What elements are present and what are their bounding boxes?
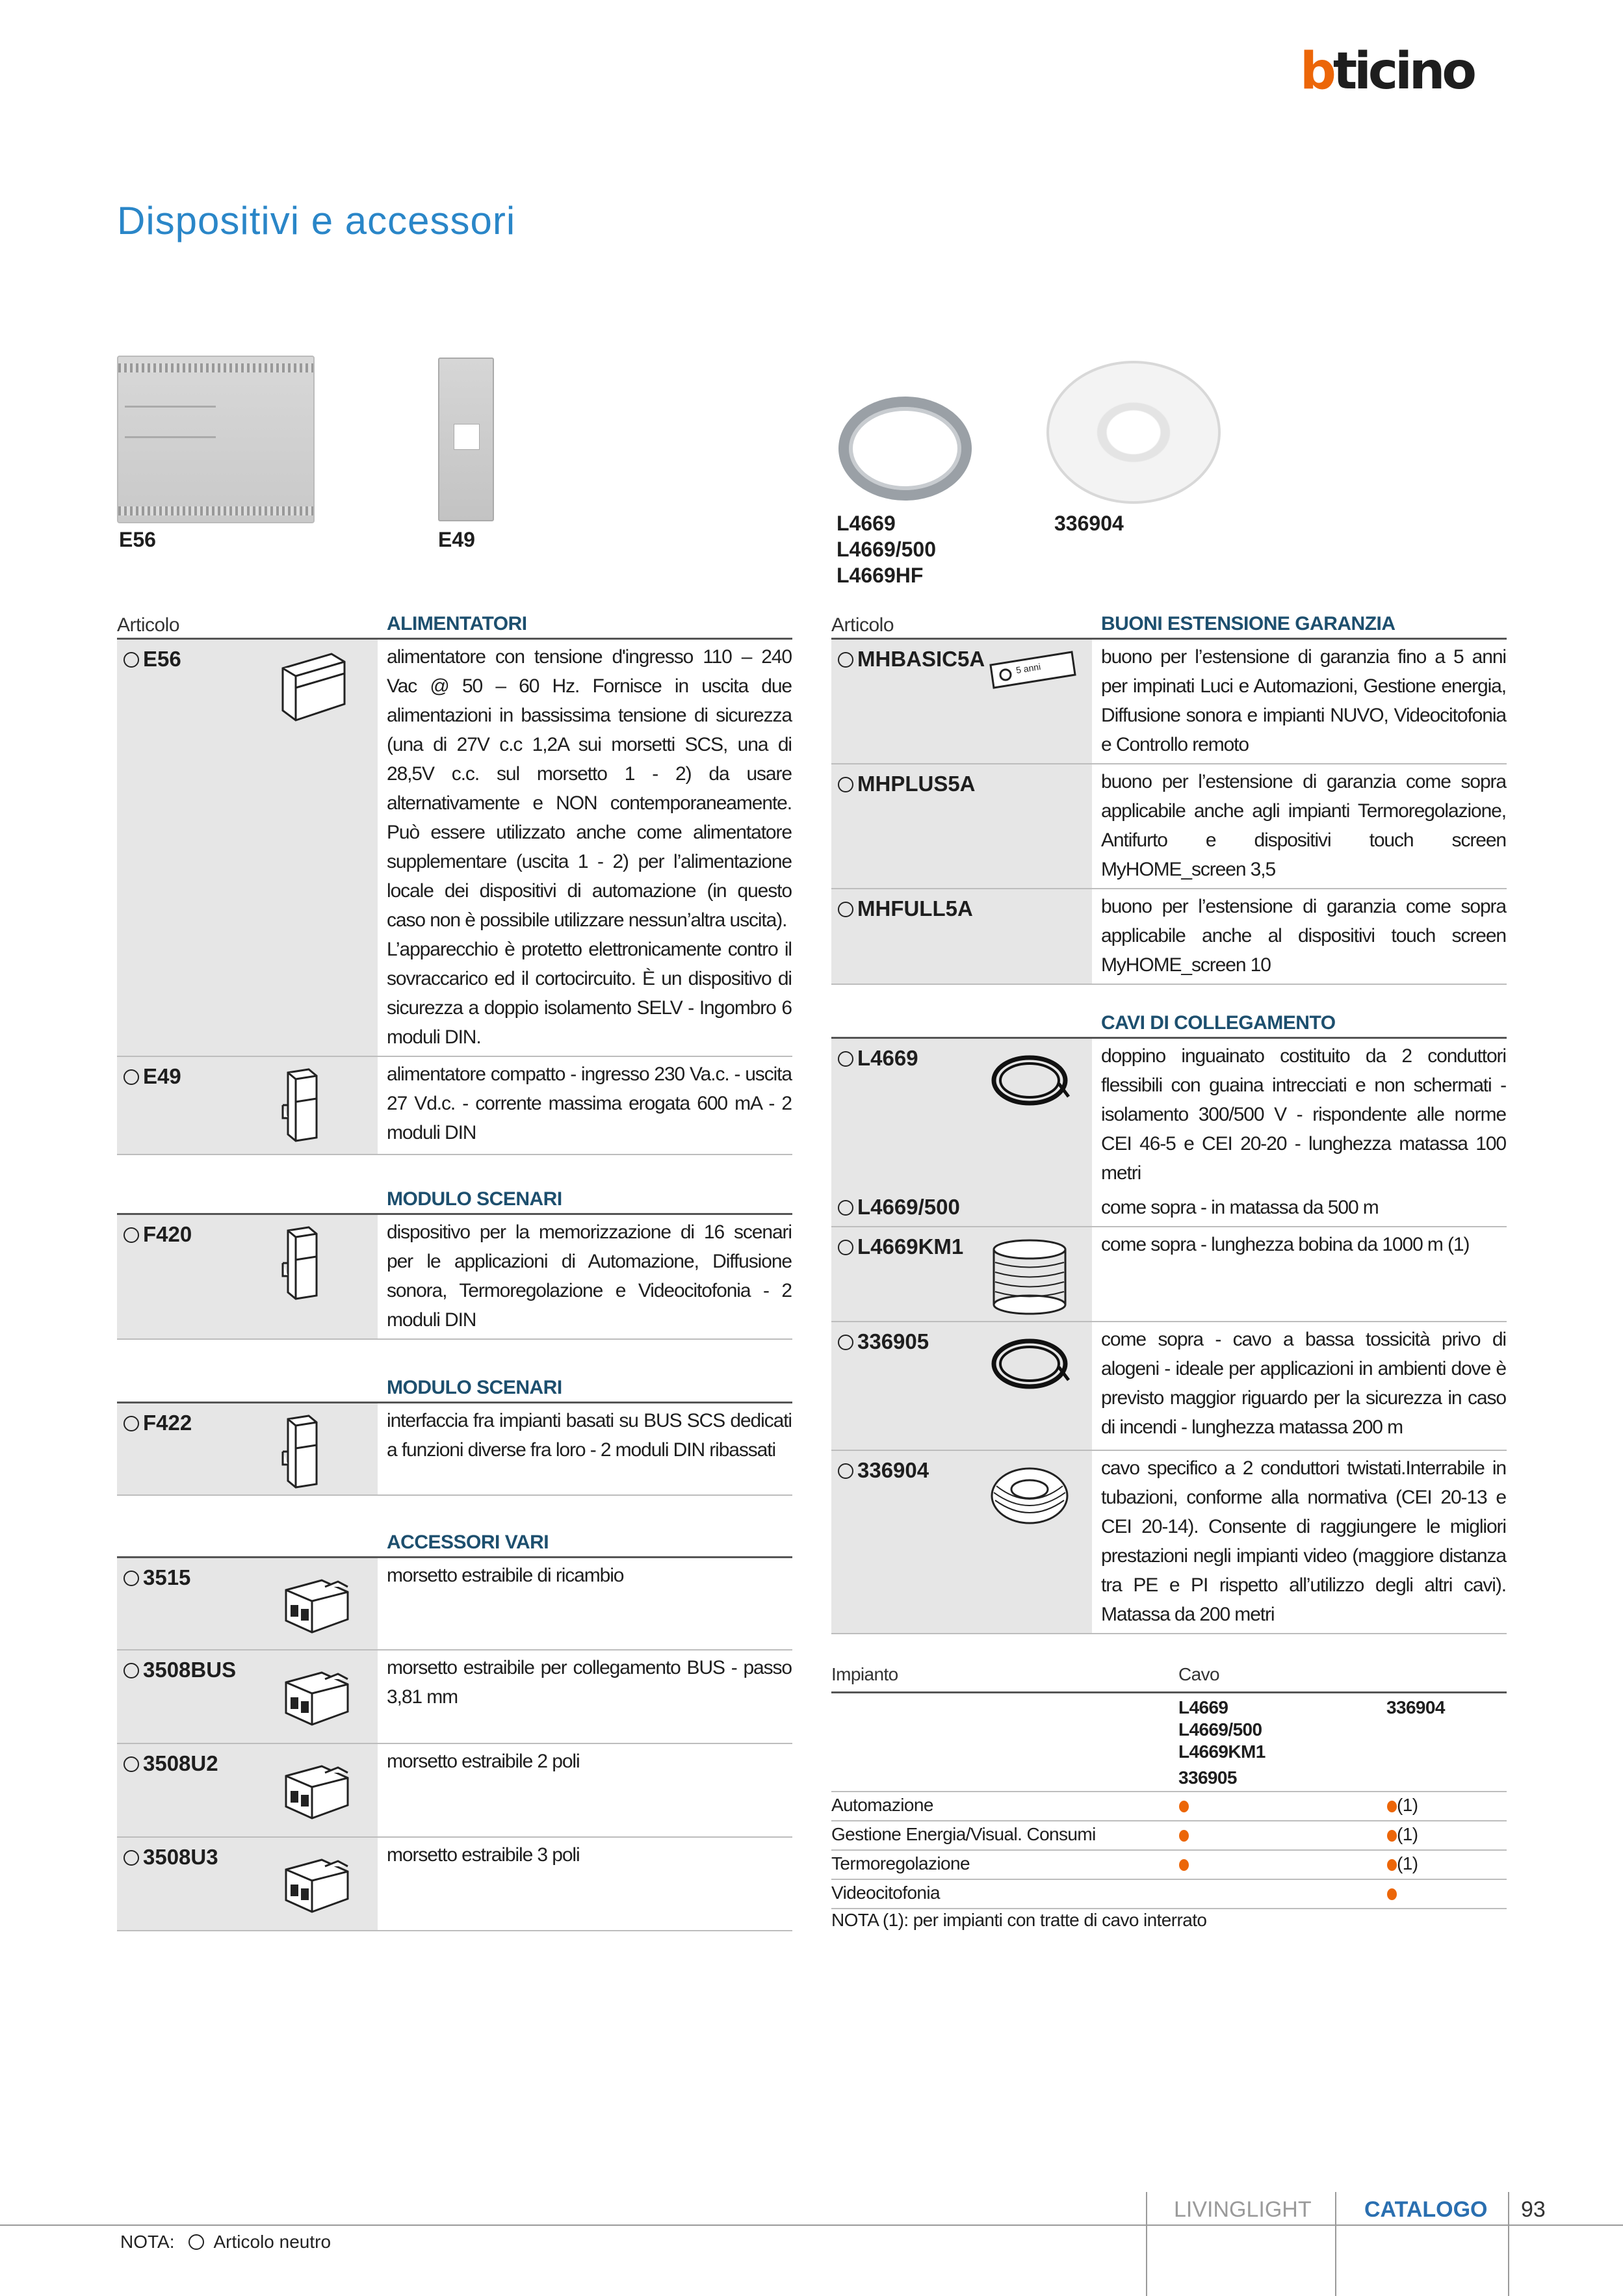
- footer-vline: [1335, 2192, 1336, 2296]
- article-description: [1101, 1230, 1506, 1259]
- section-title: BUONI ESTENSIONE GARANZIA: [1101, 613, 1396, 634]
- impianto-header: Impianto: [831, 1664, 898, 1684]
- article-description: [387, 1060, 792, 1147]
- table-divider: [831, 1691, 1507, 1693]
- description-text: buono per l’estensione di garanzia come sopra applicabile anche al dispositivi touch screen MyHOME_screen 10: [1101, 896, 1506, 976]
- cable-group-2: 336904: [1386, 1697, 1445, 1717]
- article-row-336905: [831, 1322, 1507, 1451]
- neutral-circle-icon: [123, 1756, 139, 1772]
- description-text: doppino inguainato costituito da 2 conduttori flessibili con guaina intrecciati e non schermati - isolamento 300/500 V - rispondente alle norme CEI 46-5 e CEI 20-20 - lunghezza matassa 100 metri: [1101, 1045, 1506, 1184]
- compatible-dot-icon: [1179, 1851, 1189, 1877]
- article-description: [1101, 1325, 1506, 1442]
- article-row-e56: [117, 640, 792, 1057]
- article-row-e49: [117, 1057, 792, 1155]
- description-text: alimentatore con tensione d'ingresso 110 – 240 Vac @ 50 – 60 Hz. Fornisce in uscita due alimentazioni in bassissima tensione di sicurezza (una di 27V c.c 1,2A sui morsetti SCS, una di 28,5V c.c. sul morsetto 1 - 2) da usare alternativamente e NON contemporaneamente. Può essere utilizzato anche come alimentatore supplementare (uscita 1 - 2) per l’alimentazione locale dei dispositivi di automazione (in questo caso non è possibile utilizzare nessun’altra uscita).: [387, 646, 792, 931]
- section-header: [831, 1008, 1507, 1039]
- article-code: L4669/500: [838, 1194, 960, 1220]
- photo-label-e56: E56: [119, 528, 156, 551]
- footer-divider: [0, 2224, 1623, 2226]
- description-text: morsetto estraibile 3 poli: [387, 1844, 580, 1866]
- footer-vline: [1508, 2192, 1509, 2296]
- article-code: MHFULL5A: [838, 896, 973, 922]
- neutral-circle-icon: [838, 1335, 853, 1350]
- section-header: [117, 609, 792, 640]
- cable-reel-icon: [987, 1236, 1072, 1324]
- impianto-row: [831, 1879, 1507, 1908]
- article-description: [1101, 892, 1506, 980]
- section-modulo-scenari: [117, 1373, 792, 1496]
- section-header: [117, 1184, 792, 1215]
- impianto-row: [831, 1849, 1507, 1879]
- section-title: ALIMENTATORI: [387, 613, 527, 634]
- neutral-circle-icon: [838, 777, 853, 792]
- cable-spool-icon: [987, 1460, 1072, 1535]
- photo-e56: [117, 356, 315, 523]
- compatible-dot-icon: [1387, 1880, 1397, 1906]
- terminal-block-icon: [276, 1847, 354, 1928]
- cable-coil-icon: [987, 1331, 1072, 1400]
- left-articolo-header: Articolo: [117, 614, 180, 636]
- din-module-2-icon: [276, 1066, 322, 1147]
- article-description: [1101, 642, 1506, 759]
- right-column: [831, 609, 1507, 1937]
- impianto-row: [831, 1820, 1507, 1849]
- article-code: 3508U2: [123, 1751, 218, 1777]
- description-text: buono per l’estensione di garanzia fino a 5 anni per impinati Luci e Automazioni, Gestione energia, Diffusione sonora e impianti NUVO, Videocitofonia e Controllo remoto: [1101, 646, 1506, 755]
- article-code: 3508U3: [123, 1844, 218, 1870]
- photo-e49: [438, 358, 494, 521]
- article-code: E56: [123, 646, 181, 672]
- neutral-circle-icon: [838, 1200, 853, 1216]
- article-row-f420: [117, 1215, 792, 1340]
- article-row-l4669: [831, 1039, 1507, 1227]
- article-description: [387, 1406, 792, 1465]
- footer-vline: [1146, 2192, 1147, 2296]
- description-text: morsetto estraibile per collegamento BUS - passo 3,81 mm: [387, 1657, 792, 1708]
- article-row-336904: [831, 1451, 1507, 1634]
- left-column: [117, 609, 792, 1931]
- article-description: [1101, 767, 1506, 884]
- compatible-dot-icon: (1): [1387, 1792, 1418, 1818]
- terminal-block-icon: [276, 1567, 354, 1649]
- footer-brand: LIVINGLIGHT: [1174, 2197, 1312, 2222]
- description-text: buono per l’estensione di garanzia come sopra applicabile anche agli impianti Termoregolazione, Antifurto e dispositivi touch screen MyHOME_screen 3,5: [1101, 771, 1506, 880]
- impianto-label: Automazione: [831, 1795, 933, 1815]
- section-accessori-vari: [117, 1528, 792, 1931]
- article-row-3508bus: [117, 1650, 792, 1744]
- terminal-block-icon: [276, 1753, 354, 1834]
- article-row-l4669km1: [831, 1227, 1507, 1322]
- section-cavi-di-collegamento: [831, 1008, 1507, 1634]
- cavo-header: Cavo: [1178, 1664, 1219, 1684]
- description-text: dispositivo per la memorizzazione di 16 scenari per le applicazioni di Automazione, Diffusione sonora, Termoregolazione e Videocitofonia - 2 moduli DIN: [387, 1221, 792, 1331]
- impianto-label: Gestione Energia/Visual. Consumi: [831, 1824, 1096, 1844]
- section-title: ACCESSORI VARI: [387, 1532, 549, 1553]
- footer-section: CATALOGO: [1364, 2197, 1488, 2222]
- neutral-circle-icon: [838, 902, 853, 917]
- din-module-2-icon: [276, 1224, 322, 1305]
- description-text: come sopra - cavo a bassa tossicità privo di alogeni - ideale per applicazioni in ambienti dove è previsto maggior riguardo per la sicurezza in caso di incendi - lunghezza matassa 200 m: [1101, 1329, 1506, 1438]
- article-row-mhplus5a: [831, 764, 1507, 889]
- impianto-note: NOTA (1): per impianti con tratte di cavo interrato: [831, 1910, 1207, 1930]
- compatible-dot-icon: [1179, 1792, 1189, 1818]
- article-code: 3508BUS: [123, 1657, 236, 1683]
- description-text: cavo specifico a 2 conduttori twistati.Interrabile in tubazioni, conforme alla normativa (CEI 20-13 e CEI 20-14). Consente di raggiungere le migliori prestazioni negli impianti video (maggiore distanza tra PE e PI rispetto all’utilizzo degli altri cavi). Matassa da 200 metri: [1101, 1457, 1506, 1625]
- article-code: F422: [123, 1410, 192, 1436]
- neutral-circle-icon: [123, 1663, 139, 1678]
- section-buoni-estensione-garanzia: [831, 609, 1507, 985]
- description-text: morsetto estraibile 2 poli: [387, 1751, 580, 1772]
- article-code: 336904: [838, 1457, 929, 1483]
- page-title: Dispositivi e accessori: [117, 199, 516, 242]
- impianto-row: [831, 1791, 1507, 1820]
- article-description: [387, 642, 792, 1052]
- article-description: come sopra - in matassa da 500 m: [1101, 1197, 1379, 1218]
- neutral-circle-icon: [123, 1416, 139, 1431]
- neutral-circle-icon: [188, 2234, 204, 2250]
- neutral-circle-icon: [123, 1069, 139, 1085]
- page-number: 93: [1521, 2197, 1546, 2222]
- article-row-mhbasic5a: [831, 640, 1507, 764]
- cable-group-1: L4669 L4669/500 L4669KM1 336905: [1178, 1697, 1266, 1788]
- neutral-circle-icon: [838, 652, 853, 668]
- article-description: [387, 1218, 792, 1335]
- neutral-circle-icon: [123, 1571, 139, 1586]
- article-description: [1101, 1454, 1506, 1629]
- article-row-3508u3: [117, 1838, 792, 1931]
- article-description: [387, 1561, 792, 1590]
- footer-note: NOTA: Articolo neutro: [120, 2232, 331, 2252]
- article-description: [387, 1653, 792, 1712]
- photo-label-e49: E49: [438, 528, 475, 551]
- description-text: come sopra - lunghezza bobina da 1000 m (1): [1101, 1234, 1470, 1255]
- section-modulo-scenari: [117, 1184, 792, 1340]
- neutral-circle-icon: [838, 1240, 853, 1255]
- impianto-label: Videocitofonia: [831, 1883, 940, 1903]
- article-row-3508u2: [117, 1744, 792, 1838]
- description-text: L’apparecchio è protetto elettronicamente contro il sovraccarico ed il cortocircuito. È un dispositivo di sicurezza a doppio isolamento SELV - Ingombro 6 moduli DIN.: [387, 939, 792, 1048]
- article-code: L4669: [838, 1045, 918, 1071]
- sub-article: [831, 1193, 1507, 1222]
- impianto-table: [831, 1664, 1507, 1937]
- article-code: 336905: [838, 1329, 929, 1355]
- article-description: [387, 1840, 792, 1870]
- article-code: 3515: [123, 1565, 190, 1591]
- article-row-mhfull5a: [831, 889, 1507, 985]
- neutral-circle-icon: [123, 652, 139, 668]
- section-title: CAVI DI COLLEGAMENTO: [1101, 1012, 1336, 1034]
- article-code: L4669KM1: [838, 1234, 963, 1260]
- photo-label-l4669: L4669 L4669/500 L4669HF: [837, 512, 937, 587]
- bticino-logo: bticino: [1300, 42, 1474, 101]
- article-code: F420: [123, 1221, 192, 1247]
- description-text: alimentatore compatto - ingresso 230 Va.c. - uscita 27 Vd.c. - corrente massima erogata 600 mA - 2 moduli DIN: [387, 1063, 792, 1143]
- neutral-circle-icon: [838, 1463, 853, 1479]
- din-module-2-icon: [276, 1413, 322, 1494]
- section-alimentatori: [117, 609, 792, 1155]
- warranty-card-icon: [987, 649, 1078, 698]
- right-articolo-header: Articolo: [831, 614, 894, 636]
- compatible-dot-icon: [1179, 1821, 1189, 1847]
- article-description: [387, 1747, 792, 1776]
- section-title: MODULO SCENARI: [387, 1188, 562, 1210]
- terminal-block-icon: [276, 1660, 354, 1741]
- section-title: MODULO SCENARI: [387, 1377, 562, 1398]
- article-code: MHPLUS5A: [838, 771, 976, 797]
- cable-coil-icon: [987, 1048, 1072, 1116]
- photo-l4669: [838, 397, 972, 501]
- compatible-dot-icon: (1): [1387, 1821, 1418, 1847]
- article-code: MHBASIC5A: [838, 646, 985, 672]
- table-divider: [831, 1908, 1507, 1909]
- neutral-circle-icon: [123, 1850, 139, 1866]
- article-row-3515: [117, 1558, 792, 1650]
- article-code: E49: [123, 1063, 181, 1089]
- section-header: [117, 1373, 792, 1403]
- section-header: [831, 609, 1507, 640]
- photo-336904: [1046, 361, 1221, 504]
- impianto-label: Termoregolazione: [831, 1853, 970, 1873]
- neutral-circle-icon: [123, 1227, 139, 1243]
- article-description: [1101, 1041, 1506, 1188]
- compatible-dot-icon: (1): [1387, 1851, 1418, 1877]
- neutral-circle-icon: [838, 1051, 853, 1067]
- description-text: morsetto estraibile di ricambio: [387, 1565, 624, 1586]
- section-header: [117, 1528, 792, 1558]
- photo-label-336904: 336904: [1054, 512, 1124, 535]
- din-module-6-icon: [276, 649, 354, 730]
- article-row-f422: [117, 1403, 792, 1496]
- description-text: interfaccia fra impianti basati su BUS SCS dedicati a funzioni diverse fra loro - 2 moduli DIN ribassati: [387, 1410, 792, 1461]
- svg-text:5 anni: 5 anni: [1015, 661, 1042, 675]
